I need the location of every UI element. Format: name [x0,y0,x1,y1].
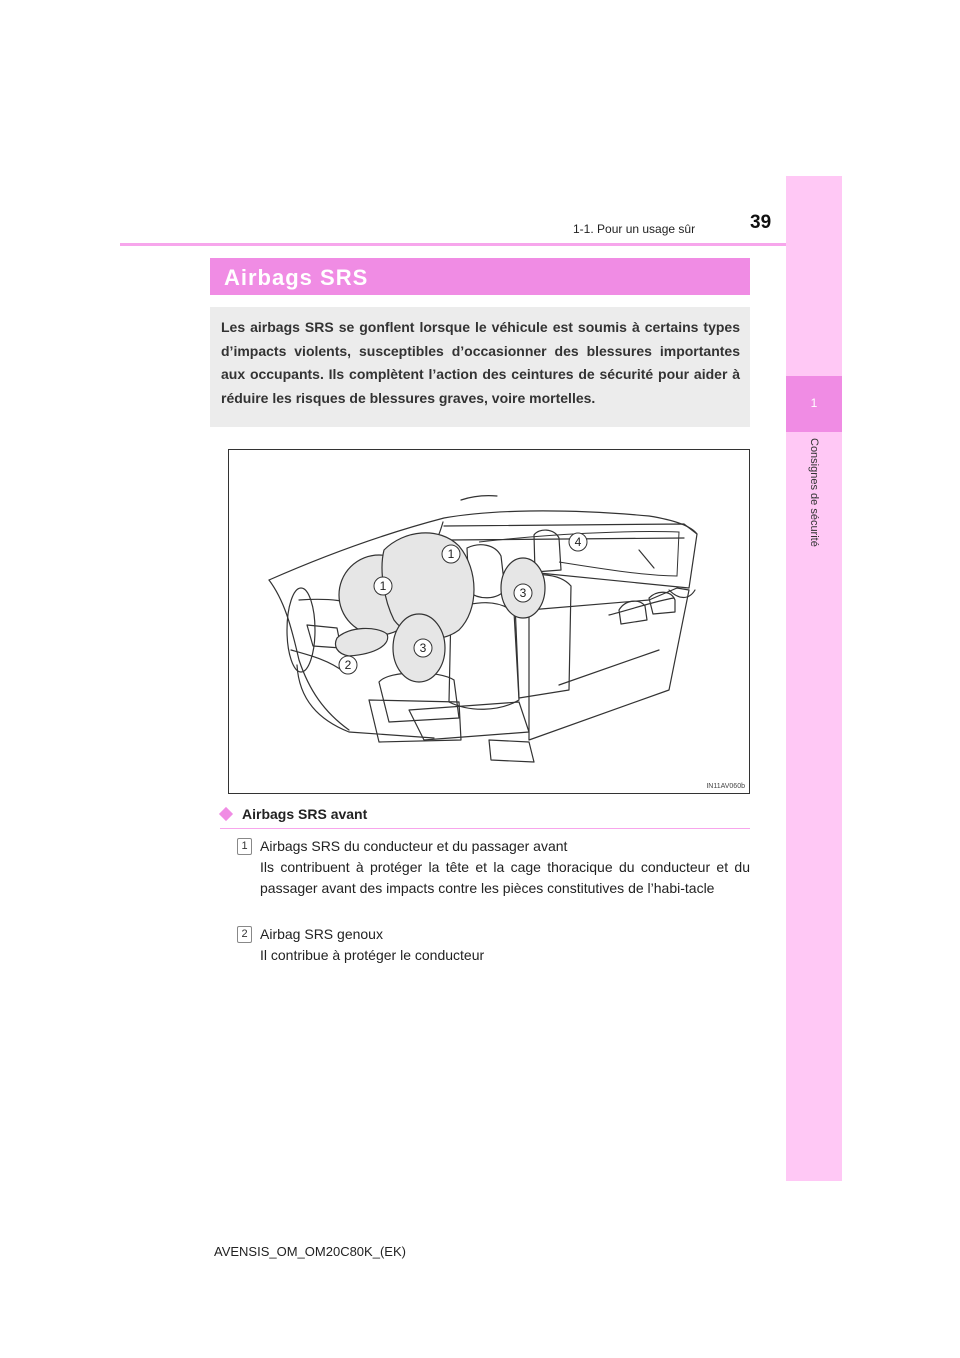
car-interior-drawing [229,450,749,793]
knee-airbag [336,628,388,656]
page-number: 39 [750,212,772,233]
title-bar [210,258,750,295]
list-item [260,836,750,899]
callout-4: 4 [574,535,582,549]
chapter-label: Consignes de sécurité [808,438,820,547]
item-number-badge: 2 [237,926,252,943]
chapter-side-tab [786,176,842,1181]
footer-document-code: AVENSIS_OM_OM20C80K_(EK) [214,1244,406,1259]
item-title: Airbag SRS genoux [260,926,383,942]
header-rule [120,243,786,246]
item-description: Il contribue à protéger le conducteur [260,947,485,963]
list-item [260,924,750,966]
airbag-illustration [228,449,750,794]
callout-3a: 3 [419,641,427,655]
page-title: Airbags SRS [224,265,369,290]
diamond-bullet-icon [219,807,233,821]
item-title: Airbags SRS du conducteur et du passager avant [260,838,568,854]
intro-box [210,307,750,427]
callout-2: 2 [344,658,352,672]
intro-text: Les airbags SRS se gonflent lorsque le véhicule est soumis à certains types d’impacts violents, susceptibles d’occasionner des blessures importantes aux occupants. Ils complètent l’action des ceintures de sécurité pour aider à réduire les risques de blessures graves, voire mortelles. [221,319,740,406]
item-description: Ils contribuent à protéger la tête et la cage thoracique du conducteur et du passager avant des impacts contre les pièces constitutives de l’habi-tacle [260,859,750,896]
subheading [220,806,750,829]
chapter-number: 1 [810,396,818,410]
callout-3b: 3 [519,586,527,600]
item-number-badge: 1 [237,838,252,855]
callout-1b: 1 [379,579,387,593]
figure-code: IN11AV060b [706,783,745,790]
callout-1a: 1 [447,547,455,561]
subheading-text: Airbags SRS avant [242,806,368,822]
section-reference: 1-1. Pour un usage sûr [573,222,696,236]
